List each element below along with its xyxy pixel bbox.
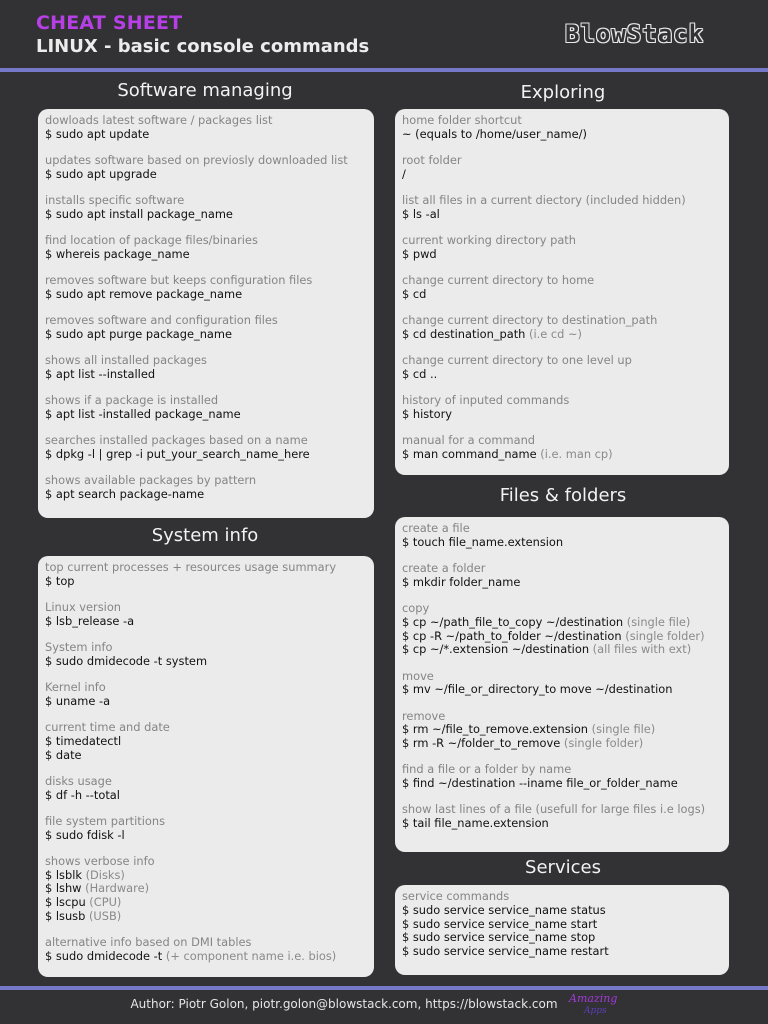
command-line: [45, 789, 374, 803]
command-line: [402, 328, 729, 342]
command-description: current time and date: [45, 720, 170, 734]
command-description: shows all installed packages: [45, 353, 207, 367]
command-text: $ ls -al: [402, 206, 440, 221]
command-line: [402, 817, 729, 831]
command-text: $ tail file_name.extension: [402, 816, 549, 831]
command-text: $ lsb_release -a: [45, 613, 135, 628]
command-description: move: [402, 668, 434, 683]
command-text: $ rm -R ~/folder_to_remove: [402, 736, 561, 751]
command-description: remove: [402, 708, 446, 723]
command-line: [402, 616, 729, 630]
command-text: $ date: [45, 747, 82, 762]
section-card-system-info: [38, 556, 374, 977]
command-line: [402, 576, 729, 590]
command-text: $ uname -a: [45, 693, 111, 708]
command-line: [45, 655, 374, 669]
command-description: change current directory to destination_path: [402, 313, 658, 327]
command-entry: [45, 775, 374, 803]
command-description: shows verbose info: [45, 853, 155, 868]
amazing-apps-logo: [567, 992, 618, 1020]
command-line: [45, 950, 374, 964]
command-description: installs specific software: [45, 193, 185, 207]
command-line: [45, 248, 374, 262]
command-text: $ cd ..: [402, 366, 438, 381]
command-note: (Disks): [81, 867, 125, 882]
command-note: (all files with ext): [589, 642, 692, 657]
command-text: $ sudo dmidecode -t system: [45, 653, 208, 668]
command-description: create a folder: [402, 561, 486, 575]
command-entry: [45, 154, 374, 182]
command-entry: [402, 194, 729, 222]
command-line: [402, 408, 729, 422]
header: [0, 0, 768, 70]
command-description: list all files in a current diectory (included hidden): [402, 193, 686, 207]
footer-author: Author: Piotr Golon, piotr.golon@blowstack.com, https://blowstack.com: [130, 997, 558, 1011]
command-note: (single folder): [621, 628, 705, 643]
command-line: [402, 536, 729, 550]
command-description: copy: [402, 601, 430, 615]
command-line: [45, 749, 374, 763]
command-text: $ man command_name: [402, 446, 537, 461]
command-text: $ cd: [402, 286, 427, 301]
command-line: [45, 829, 374, 843]
command-entry: [45, 114, 374, 142]
command-line: [402, 945, 729, 959]
command-text: $ sudo apt remove package_name: [45, 286, 243, 301]
command-text: $ rm ~/file_to_remove.extension: [402, 722, 589, 737]
command-description: show last lines of a file (usefull for large files i.e logs): [402, 802, 706, 817]
command-line: [402, 918, 729, 932]
page-subtitle: LINUX - basic console commands: [36, 36, 370, 57]
command-text: $ timedatectl: [45, 733, 122, 748]
command-entry: [402, 562, 729, 590]
command-text: $ sudo apt update: [45, 126, 150, 141]
command-entry: [45, 601, 374, 629]
cheat-sheet-title: CHEAT SHEET: [36, 12, 183, 34]
command-entry: [45, 474, 374, 502]
command-text: $ mv ~/file_or_directory_to move ~/destination: [402, 682, 673, 697]
command-text: $ mkdir folder_name: [402, 574, 521, 589]
command-line: [402, 208, 729, 222]
command-text: $ apt list --installed: [45, 366, 156, 381]
command-line: [402, 904, 729, 918]
command-line: [402, 737, 729, 751]
command-description: removes software but keeps configuration files: [45, 273, 313, 287]
command-description: create a file: [402, 521, 470, 535]
command-line: [402, 723, 729, 737]
command-entry: [402, 394, 729, 422]
command-text: $ cp -R ~/path_to_folder ~/destination: [402, 628, 622, 643]
command-text: $ cp ~/path_file_to_copy ~/destination: [402, 614, 624, 629]
command-entry: [402, 154, 729, 182]
command-line: [45, 488, 374, 502]
command-description: shows if a package is installed: [45, 393, 219, 407]
command-entry: [402, 354, 729, 382]
command-text: $ df -h --total: [45, 787, 120, 802]
command-entry: [45, 354, 374, 382]
command-line: [402, 168, 729, 182]
command-description: Kernel info: [45, 680, 106, 694]
command-note: (Hardware): [81, 881, 150, 896]
command-description: removes software and configuration files: [45, 313, 278, 327]
header-divider: [0, 68, 768, 72]
command-entry: [45, 561, 374, 589]
command-text: $ sudo service service_name status: [402, 902, 606, 917]
command-line: [45, 615, 374, 629]
command-entry: [402, 314, 729, 342]
logo-text-apps: Apps: [584, 1006, 607, 1016]
command-text: /: [402, 166, 406, 181]
command-line: [402, 288, 729, 302]
command-line: [45, 328, 374, 342]
command-note: (single file): [623, 614, 691, 629]
command-note: (i.e. man cp): [536, 446, 613, 461]
command-line: [402, 248, 729, 262]
command-note: (single folder): [560, 736, 644, 751]
command-line: [45, 408, 374, 422]
command-entry: [45, 234, 374, 262]
command-description: service commands: [402, 889, 510, 903]
command-line: [45, 896, 374, 910]
section-title-files-folders: Files & folders: [499, 485, 627, 506]
command-description: searches installed packages based on a name: [45, 433, 308, 447]
command-line: [402, 643, 729, 657]
command-text: $ sudo fdisk -l: [45, 827, 125, 842]
command-entry: [45, 815, 374, 843]
command-text: ~ (equals to /home/user_name/): [402, 126, 587, 141]
section-card-files-folders: [395, 517, 729, 852]
command-entry: [402, 710, 729, 751]
command-note: (+ component name i.e. bios): [162, 948, 337, 963]
command-description: disks usage: [45, 773, 112, 788]
command-line: [402, 128, 729, 142]
section-title-exploring: Exploring: [520, 82, 606, 103]
command-description: updates software based on previosly downloaded list: [45, 153, 348, 167]
command-text: $ sudo apt purge package_name: [45, 326, 233, 341]
command-text: $ whereis package_name: [45, 246, 190, 261]
command-text: $ lsblk: [45, 867, 82, 882]
command-line: [402, 448, 729, 462]
command-entry: [402, 670, 729, 698]
command-description: dowloads latest software / packages list: [45, 113, 273, 127]
command-text: $ history: [402, 406, 453, 421]
command-line: [402, 777, 729, 791]
command-line: [45, 448, 374, 462]
command-line: [45, 168, 374, 182]
footer-divider: [0, 986, 768, 990]
command-line: [45, 869, 374, 883]
command-text: $ pwd: [402, 246, 437, 261]
command-line: [45, 910, 374, 924]
command-text: $ cd destination_path: [402, 326, 526, 341]
section-card-software: [38, 109, 374, 518]
command-description: change current directory to home: [402, 273, 595, 287]
command-entry: [45, 641, 374, 669]
command-entry: [402, 434, 729, 462]
command-line: [402, 630, 729, 644]
command-description: root folder: [402, 153, 462, 167]
command-entry: [402, 522, 729, 550]
command-text: $ find ~/destination --iname file_or_folder_name: [402, 776, 678, 791]
command-line: [402, 683, 729, 697]
command-text: $ sudo dmidecode -t: [45, 948, 163, 963]
logo-text-amazing: Amazing: [569, 992, 618, 1005]
command-text: $ top: [45, 573, 75, 588]
section-title-services: Services: [525, 857, 601, 878]
command-description: manual for a command: [402, 433, 536, 447]
section-title-system-info: System info: [151, 525, 259, 546]
command-entry: [402, 763, 729, 791]
command-entry: [402, 890, 729, 959]
command-note: (single file): [588, 722, 656, 737]
command-text: $ lscpu: [45, 895, 86, 910]
command-line: [402, 368, 729, 382]
command-description: System info: [45, 640, 113, 654]
command-description: change current directory to one level up: [402, 353, 632, 367]
command-line: [45, 208, 374, 222]
command-line: [45, 368, 374, 382]
command-line: [45, 695, 374, 709]
command-entry: [402, 114, 729, 142]
brand-logo: BlowStack: [565, 20, 705, 48]
section-card-exploring: [395, 109, 729, 475]
command-text: $ apt search package-name: [45, 486, 205, 501]
command-text: $ sudo service service_name stop: [402, 930, 596, 945]
command-text: $ sudo apt upgrade: [45, 166, 157, 181]
command-description: file system partitions: [45, 813, 166, 828]
command-line: [45, 288, 374, 302]
section-card-services: [395, 885, 729, 975]
command-text: $ sudo service service_name start: [402, 916, 598, 931]
command-text: $ touch file_name.extension: [402, 534, 564, 549]
command-text: $ sudo service service_name restart: [402, 944, 609, 959]
command-entry: [402, 234, 729, 262]
command-text: $ apt list -installed package_name: [45, 406, 241, 421]
command-line: [45, 735, 374, 749]
command-entry: [402, 803, 729, 831]
command-entry: [45, 194, 374, 222]
command-text: $ cp ~/*.extension ~/destination: [402, 642, 590, 657]
command-entry: [45, 314, 374, 342]
command-line: [45, 882, 374, 896]
section-title-software: Software managing: [117, 80, 293, 101]
command-line: [45, 128, 374, 142]
command-description: Linux version: [45, 600, 122, 614]
command-entry: [402, 602, 729, 657]
command-text: $ sudo apt install package_name: [45, 206, 233, 221]
command-description: top current processes + resources usage summary: [45, 560, 337, 574]
command-entry: [45, 394, 374, 422]
command-description: shows available packages by pattern: [45, 473, 257, 487]
command-description: alternative info based on DMI tables: [45, 935, 252, 950]
command-description: find a file or a folder by name: [402, 762, 572, 777]
command-text: $ dpkg -l | grep -i put_your_search_name_here: [45, 446, 310, 461]
command-description: find location of package files/binaries: [45, 233, 258, 247]
command-note: (i.e cd ~): [525, 326, 582, 341]
command-entry: [45, 434, 374, 462]
command-note: (USB): [85, 908, 122, 923]
command-text: $ lshw: [45, 881, 82, 896]
command-entry: [45, 855, 374, 924]
command-description: current working directory path: [402, 233, 576, 247]
command-description: home folder shortcut: [402, 113, 522, 127]
command-text: $ lsusb: [45, 908, 86, 923]
command-entry: [45, 681, 374, 709]
command-note: (CPU): [85, 895, 122, 910]
command-entry: [45, 274, 374, 302]
command-entry: [45, 936, 374, 964]
command-description: history of inputed commands: [402, 393, 570, 407]
command-entry: [402, 274, 729, 302]
command-entry: [45, 721, 374, 762]
command-line: [402, 931, 729, 945]
command-line: [45, 575, 374, 589]
